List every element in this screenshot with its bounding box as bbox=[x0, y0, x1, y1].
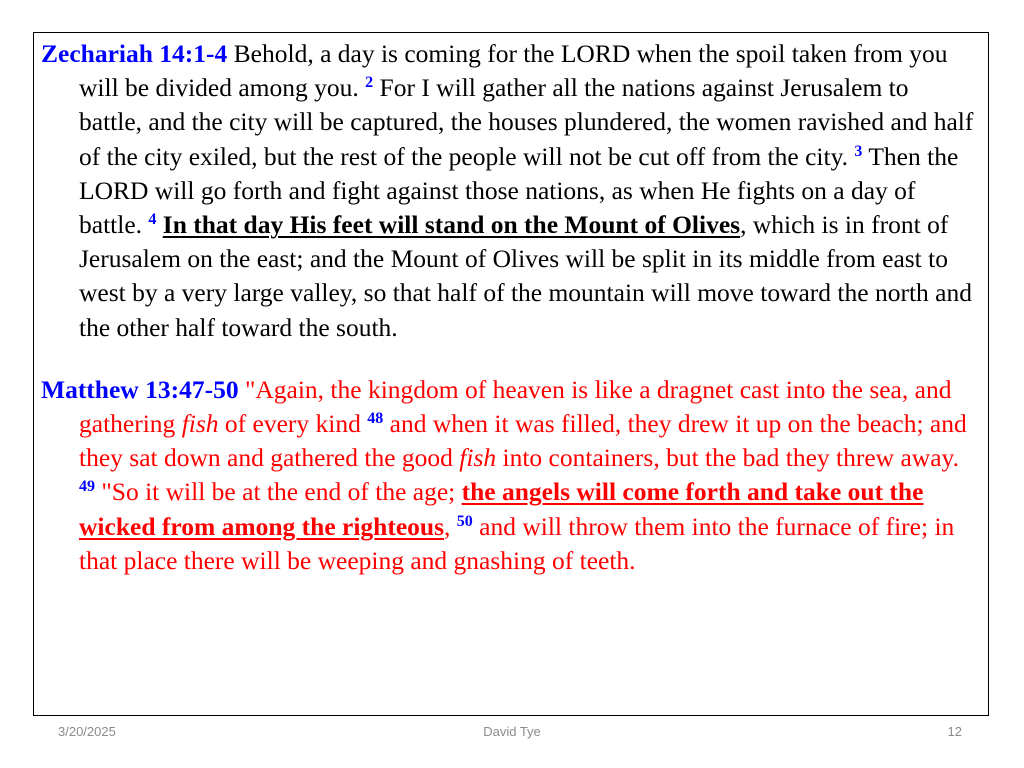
matthew-verse-49-text-a: "So it will be at the end of the age; bbox=[95, 477, 462, 507]
matthew-verse-50-text: and will throw them into the furnace of fire; in that place there will be weeping and gnashing of teeth. bbox=[79, 511, 955, 575]
footer-date: 3/20/2025 bbox=[58, 724, 116, 739]
matthew-verse-48-text-b: into containers, but the bad they threw away. bbox=[496, 443, 959, 473]
zechariah-reference: Zechariah 14:1-4 bbox=[41, 39, 228, 68]
verse-number-3: 3 bbox=[854, 142, 863, 160]
matthew-verse-47-text-b: of every kind bbox=[218, 409, 368, 439]
verse-number-48: 48 bbox=[367, 410, 384, 428]
matthew-fish-italic-2: fish bbox=[459, 443, 497, 473]
matthew-verse-49-text-b: , bbox=[444, 511, 457, 541]
matthew-fish-italic-1: fish bbox=[181, 409, 219, 439]
matthew-reference: Matthew 13:47-50 bbox=[41, 374, 239, 404]
zechariah-passage bbox=[41, 37, 974, 345]
verse-number-2: 2 bbox=[365, 74, 374, 92]
zechariah-verse-4-text: , which is in front of Jerusalem on the east; and the Mount of Olives will be split in its middle from east to west by a very large valley, so that half of the mountain will move toward the north and the other half toward the south. bbox=[79, 210, 972, 342]
matthew-verse-48-text-a: and when it was filled, they drew it up on the beach; and they sat down and gathered the good bbox=[79, 409, 967, 473]
footer-author: David Tye bbox=[483, 724, 541, 739]
verse-number-50: 50 bbox=[456, 512, 473, 530]
verse-number-49: 49 bbox=[79, 478, 95, 496]
matthew-verse-49-emphasis: the angels will come forth and take out the wicked from among the righteous bbox=[79, 477, 924, 541]
matthew-verse-47-text-a: "Again, the kingdom of heaven is like a dragnet cast into the sea, and gathering bbox=[79, 374, 952, 439]
zechariah-verse-3-text: Then the LORD will go forth and fight against those nations, as when He fights on a day of battle. bbox=[79, 141, 959, 240]
zechariah-verse-4-emphasis: In that day His feet will stand on the Mount of Olives bbox=[162, 210, 741, 240]
zechariah-verse-2-text: For I will gather all the nations against Jerusalem to battle, and the city will be captured, the houses plundered, the women ravished and half of the city exiled, but the rest of the people will not be cut off from the city. bbox=[79, 73, 974, 171]
footer-page-number: 12 bbox=[947, 724, 962, 739]
scripture-textbox bbox=[33, 32, 989, 716]
zechariah-verse-1-text: Behold, a day is coming for the LORD when the spoil taken from you will be divided among you. bbox=[79, 39, 948, 103]
matthew-passage bbox=[41, 373, 974, 578]
verse-number-4: 4 bbox=[148, 211, 157, 229]
